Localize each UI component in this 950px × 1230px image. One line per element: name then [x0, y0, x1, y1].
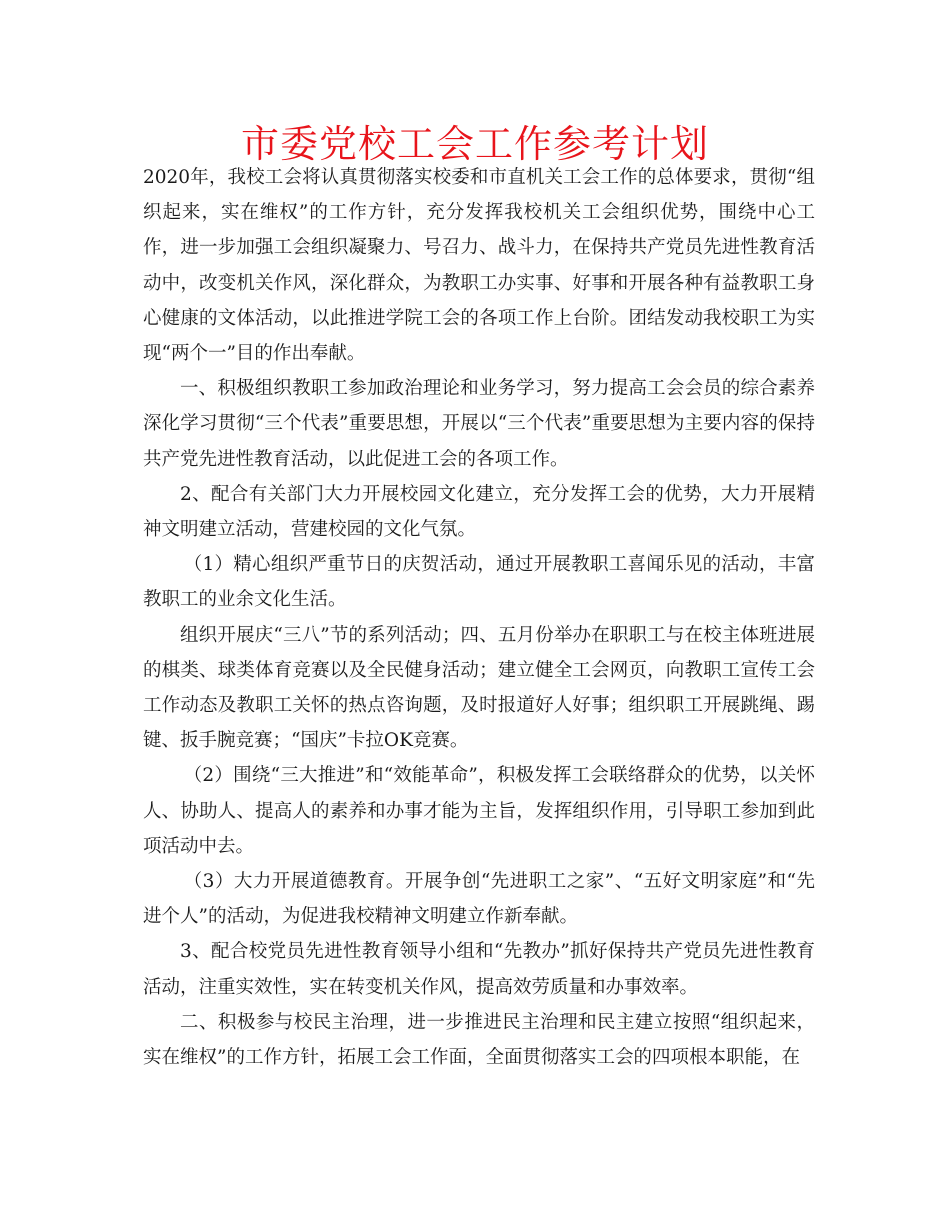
paragraph-section-two: 二、积极参与校民主治理，进一步推进民主治理和民主建立按照“组织起来，实在维权”的工作方针，拓展工会工作面，全面贯彻落实工会的四项根本职能，在 [143, 1011, 815, 1069]
paragraph-subitem-1: （1）精心组织严重节日的庆贺活动，通过开展教职工喜闻乐见的活动，丰富教职工的业余文化生活。 [143, 554, 815, 611]
paragraph-subitem-3: （3）大力开展道德教育。开展争创“先进职工之家”、“五好文明家庭”和“先进个人”的活动，为促进我校精神文明建立作新奉献。 [143, 871, 815, 928]
document-body [143, 160, 815, 1075]
paragraph-item-3: 3、配合校党员先进性教育领导小组和“先教办”抓好保持共产党员先进性教育活动，注重实效性，实在转变机关作风，提高效劳质量和办事效率。 [143, 941, 815, 998]
paragraph-subitem-2: （2）围绕“三大推进”和“效能革命”，积极发挥工会联络群众的优势，以关怀人、协助人、提高人的素养和办事才能为主旨，发挥组织作用，引导职工参加到此项活动中去。 [143, 765, 815, 857]
paragraph-intro: 2020年，我校工会将认真贯彻落实校委和市直机关工会工作的总体要求，贯彻“组织起来，实在维权”的工作方针，充分发挥我校机关工会组织优势，围绕中心工作，进一步加强工会组织凝聚力、号召力、战斗力，在保持共产党员先进性教育活动中，改变机关作风，深化群众，为教职工办实事、好事和开展各种有益教职工身心健康的文体活动，以此推进学院工会的各项工作上台阶。团结发动我校职工为实现“两个一”目的作出奉献。 [143, 167, 815, 365]
paragraph-activities: 组织开展庆“三八”节的系列活动；四、五月份举办在职职工与在校主体班进展的棋类、球类体育竞赛以及全民健身活动；建立健全工会网页，向教职工宣传工会工作动态及教职工关怀的热点咨询题，及时报道好人好事；组织职工开展跳绳、踢键、扳手腕竞赛；“国庆”卡拉OK竞赛。 [143, 624, 815, 752]
document-title: 市委党校工会工作参考计划 [240, 122, 709, 166]
paragraph-section-one: 一、积极组织教职工参加政治理论和业务学习，努力提高工会会员的综合素养深化学习贯彻“三个代表”重要思想，开展以“三个代表”重要思想为主要内容的保持共产党先进性教育活动，以此促进工会的各项工作。 [143, 378, 815, 470]
paragraph-item-2: 2、配合有关部门大力开展校园文化建立，充分发挥工会的优势，大力开展精神文明建立活动，营建校园的文化气氛。 [143, 483, 815, 541]
